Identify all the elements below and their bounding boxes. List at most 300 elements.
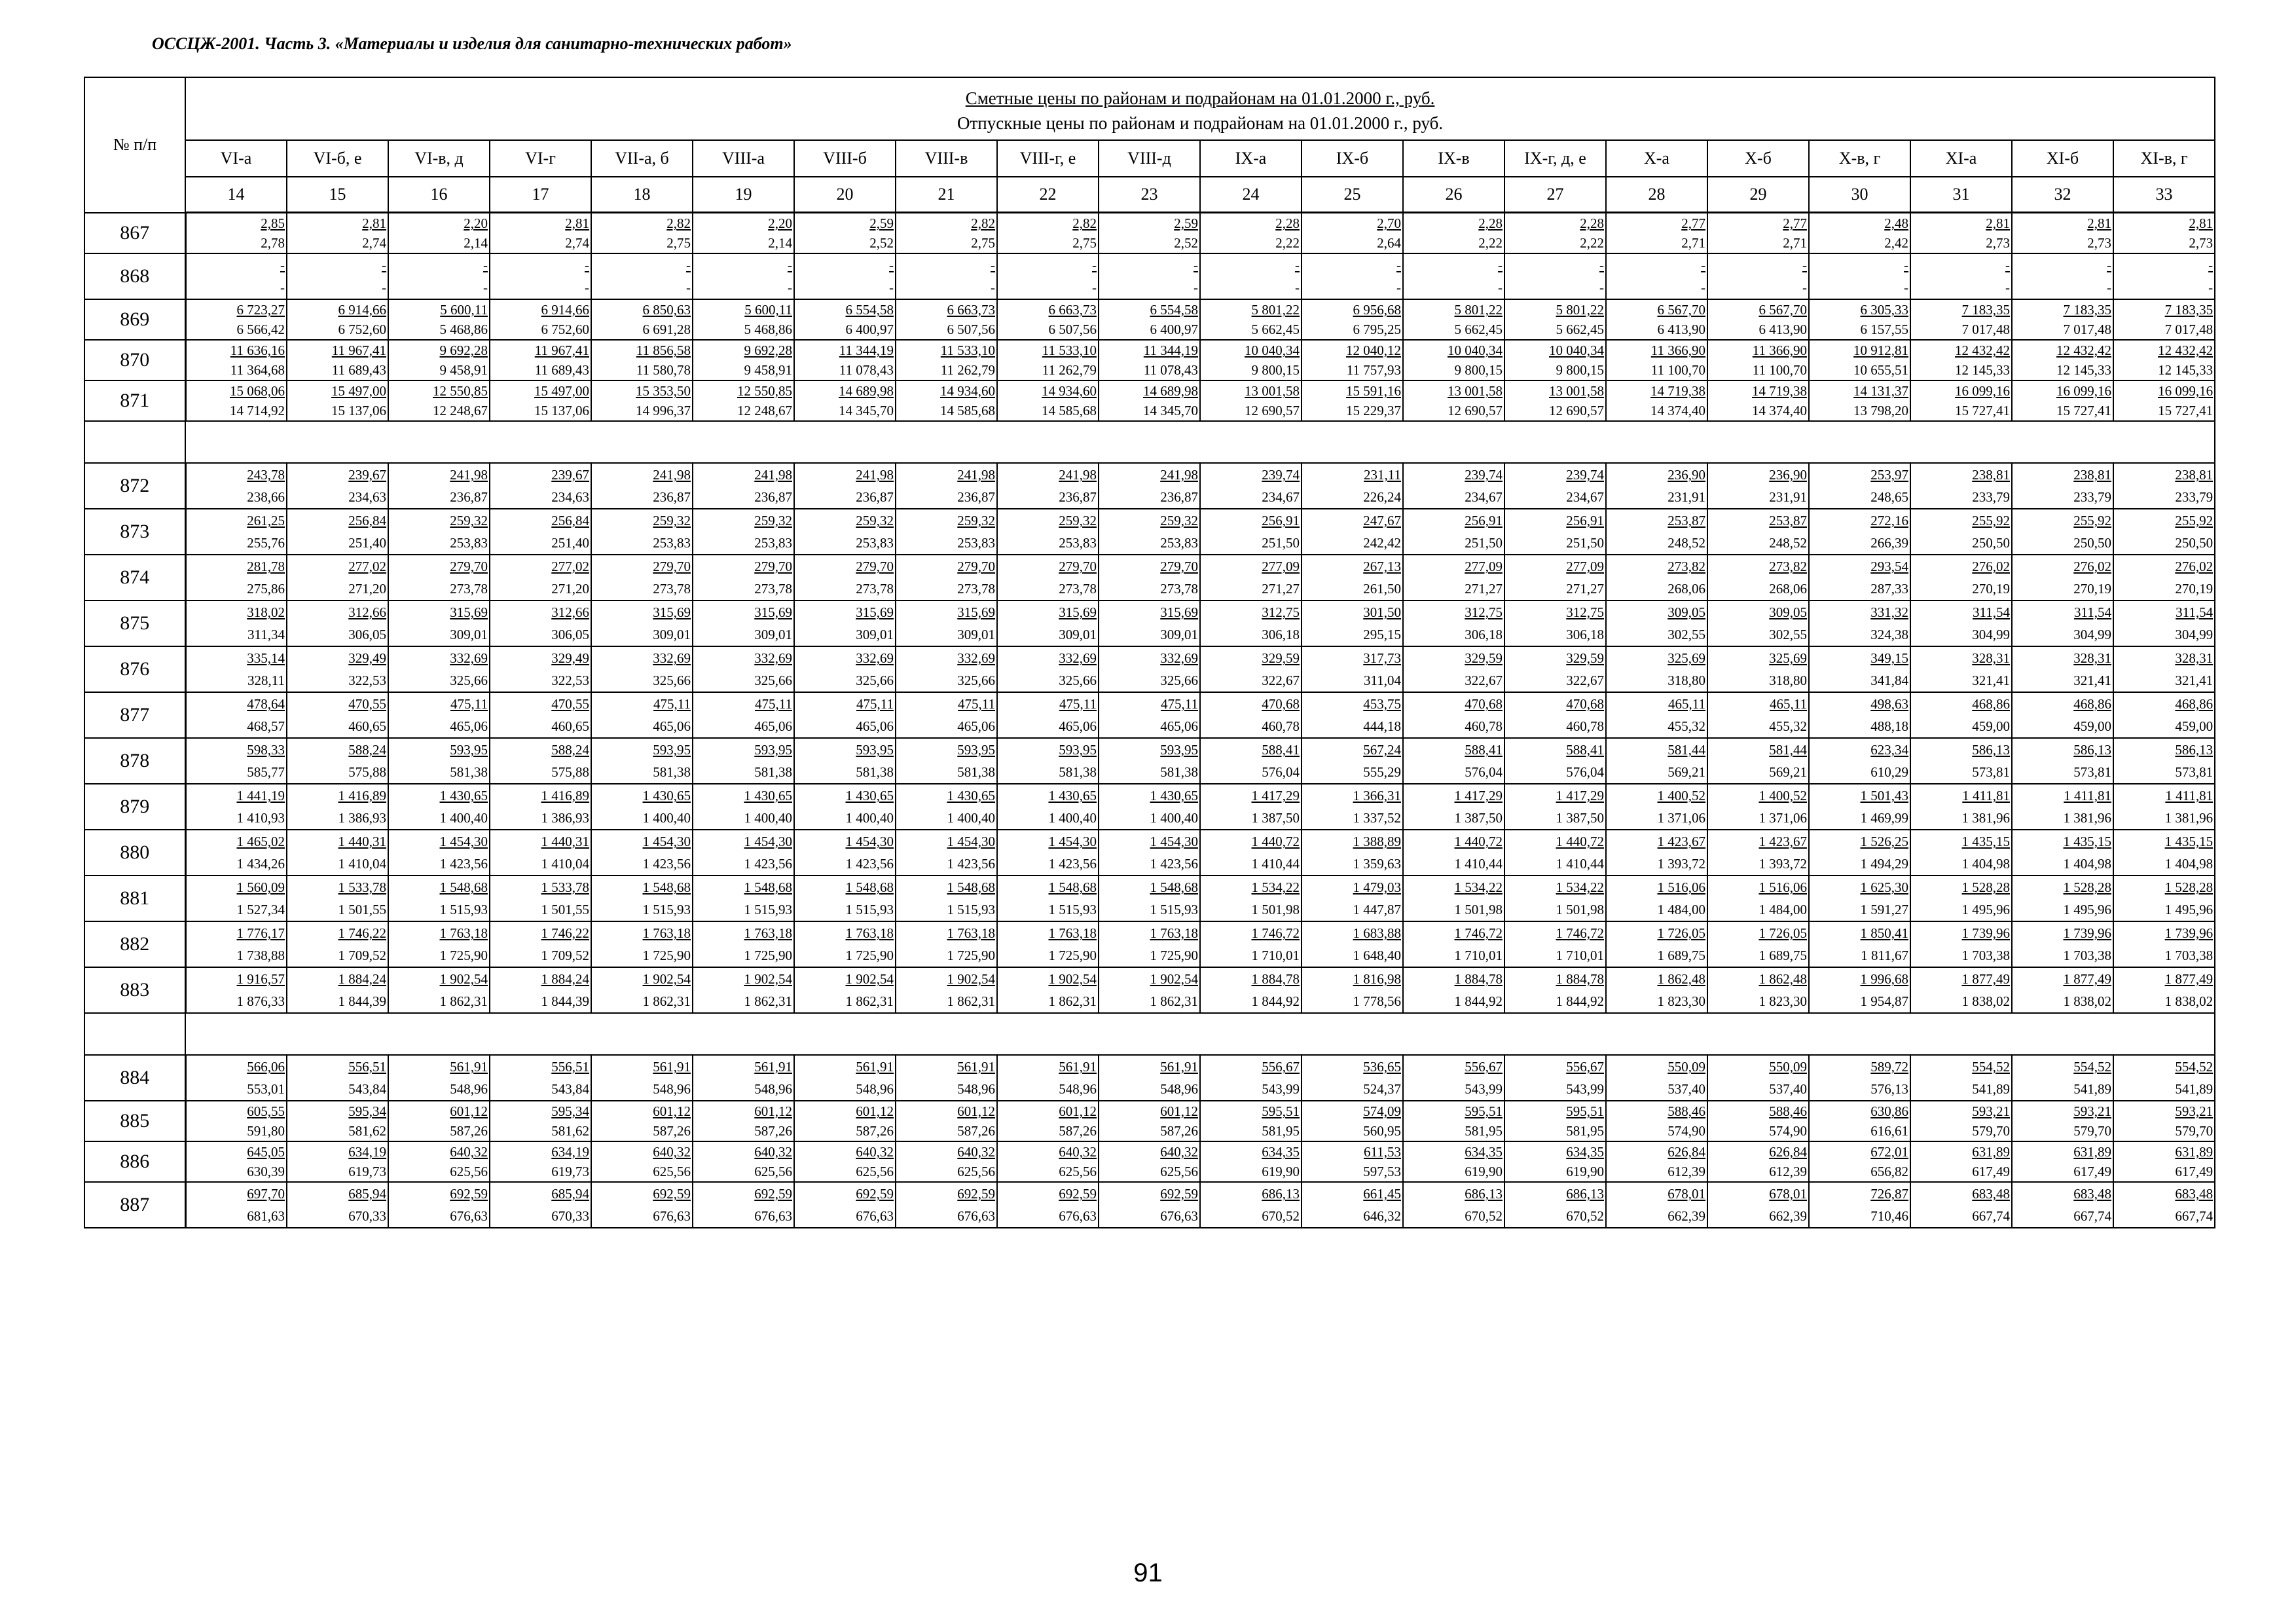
- price-cell: [1302, 555, 1403, 600]
- price-cell: [388, 876, 490, 921]
- release-price: 1 710,01: [1556, 948, 1604, 963]
- release-price: 459,00: [1972, 718, 2010, 734]
- release-price: 306,05: [551, 627, 589, 642]
- price-cell: [693, 692, 794, 738]
- price-cell: [693, 967, 794, 1013]
- price-cell: [1504, 646, 1606, 692]
- price-cell: [388, 253, 490, 299]
- release-price: 1 738,88: [236, 948, 285, 963]
- release-price: 253,83: [1059, 535, 1097, 551]
- release-price: 1 400,40: [845, 810, 894, 826]
- release-price: 1 515,93: [1150, 902, 1198, 917]
- price-cell: [1099, 340, 1200, 380]
- estimate-price: 261,25: [247, 513, 285, 528]
- document-title: ОССЦЖ-2001. Часть 3. «Материалы и изделия для санитарно-технических работ»: [152, 34, 792, 53]
- price-cell: [1606, 1055, 1707, 1101]
- price-cell: [1910, 1141, 2012, 1182]
- release-price: 581,95: [1262, 1123, 1300, 1139]
- price-cell: [1099, 830, 1200, 876]
- price-cell: [896, 646, 997, 692]
- region-header: XI-б: [2012, 140, 2113, 177]
- release-price: 311,04: [1364, 673, 1401, 688]
- region-header: VI-б, е: [287, 140, 388, 177]
- estimate-price: -: [483, 257, 488, 273]
- price-cell: [1707, 463, 1809, 509]
- estimate-price: 259,32: [450, 513, 488, 528]
- price-cell: [997, 692, 1099, 738]
- release-price: -: [2005, 280, 2010, 295]
- column-number: 22: [997, 177, 1099, 213]
- release-price: 560,95: [1363, 1123, 1401, 1139]
- column-number: 32: [2012, 177, 2113, 213]
- release-price: 1 515,93: [642, 902, 691, 917]
- estimate-price: -: [1599, 257, 1604, 273]
- release-price: 579,70: [2175, 1123, 2214, 1139]
- release-price: 1 862,31: [642, 993, 691, 1009]
- release-price: 253,83: [450, 535, 488, 551]
- release-price: 1 410,04: [541, 856, 589, 872]
- estimate-price: 277,09: [1262, 559, 1300, 574]
- price-cell: [287, 1101, 388, 1141]
- estimate-price: 1 440,31: [541, 834, 589, 849]
- estimate-price: 328,31: [2073, 650, 2111, 666]
- release-price: 548,96: [957, 1081, 995, 1097]
- estimate-price: 15 353,50: [636, 383, 691, 399]
- row-number: 869: [84, 299, 185, 340]
- estimate-price: 317,73: [1363, 650, 1401, 666]
- estimate-price: 238,81: [2073, 467, 2111, 483]
- estimate-price: 593,95: [653, 742, 691, 758]
- price-cell: [1809, 921, 1910, 967]
- estimate-price: 349,15: [1870, 650, 1908, 666]
- price-cell: [1809, 830, 1910, 876]
- estimate-price: 634,35: [1262, 1144, 1300, 1160]
- release-price: 1 400,40: [1150, 810, 1198, 826]
- estimate-price: 581,44: [1667, 742, 1705, 758]
- release-price: 14 345,70: [839, 403, 894, 418]
- estimate-price: 273,82: [1769, 559, 1807, 574]
- price-cell: [997, 380, 1099, 421]
- release-price: 11 580,78: [636, 362, 691, 378]
- region-header: XI-в, г: [2113, 140, 2215, 177]
- release-price: 236,87: [856, 489, 894, 505]
- estimate-price: -: [1498, 257, 1503, 273]
- release-price: 460,65: [348, 718, 386, 734]
- price-cell: [1504, 692, 1606, 738]
- price-cell: [1606, 509, 1707, 555]
- header-caption-row: [84, 77, 2215, 140]
- release-price: 1 423,56: [744, 856, 792, 872]
- row-number: 878: [84, 738, 185, 784]
- release-price: 1 515,93: [439, 902, 488, 917]
- estimate-price: 2,59: [1174, 215, 1198, 231]
- price-cell: [1707, 1055, 1809, 1101]
- price-cell: [1504, 340, 1606, 380]
- price-cell: [1200, 463, 1302, 509]
- estimate-price: 10 040,34: [1549, 342, 1604, 358]
- release-price: 12 145,33: [2158, 362, 2214, 378]
- estimate-price: 475,11: [856, 696, 894, 712]
- region-header: VIII-в: [896, 140, 997, 177]
- release-price: 1 648,40: [1353, 948, 1401, 963]
- column-number: 21: [896, 177, 997, 213]
- price-cell: [997, 784, 1099, 830]
- estimate-price: 259,32: [1059, 513, 1097, 528]
- price-cell: [287, 213, 388, 254]
- release-price: 325,66: [653, 673, 691, 688]
- estimate-price: 16 099,16: [2158, 383, 2214, 399]
- estimate-price: 588,41: [1262, 742, 1300, 758]
- price-cell: [1504, 555, 1606, 600]
- release-price: 581,38: [1059, 764, 1097, 780]
- price-cell: [1606, 340, 1707, 380]
- release-price: 1 689,75: [1758, 948, 1807, 963]
- price-cell: [490, 600, 591, 646]
- release-price: 1 423,56: [845, 856, 894, 872]
- price-cell: [1504, 921, 1606, 967]
- price-cell: [591, 463, 693, 509]
- release-price: 11 262,79: [1042, 362, 1097, 378]
- estimate-price: 2,81: [565, 215, 589, 231]
- price-cell: [1302, 1055, 1403, 1101]
- price-cell: [1809, 600, 1910, 646]
- price-cell: [1099, 600, 1200, 646]
- price-cell: [896, 692, 997, 738]
- price-cell: [1809, 738, 1910, 784]
- price-cell: [2012, 509, 2113, 555]
- release-price: 465,06: [1160, 718, 1198, 734]
- estimate-price: 601,12: [957, 1103, 995, 1119]
- estimate-price: 332,69: [754, 650, 792, 666]
- release-price: 251,50: [1566, 535, 1604, 551]
- table-row: [84, 1101, 2215, 1141]
- price-cell: [1809, 253, 1910, 299]
- estimate-price: 640,32: [1059, 1144, 1097, 1160]
- release-price: 581,38: [957, 764, 995, 780]
- estimate-price: 5 801,22: [1454, 302, 1503, 318]
- estimate-price: 634,35: [1566, 1144, 1604, 1160]
- release-price: 341,84: [1870, 673, 1908, 688]
- separator-cell: [84, 1013, 185, 1055]
- release-price: 573,81: [2073, 764, 2111, 780]
- price-cell: [388, 830, 490, 876]
- price-cell: [1099, 1101, 1200, 1141]
- estimate-price: 601,12: [754, 1103, 792, 1119]
- release-price: 253,83: [653, 535, 691, 551]
- release-price: 1 703,38: [2164, 948, 2214, 963]
- release-price: 14 374,40: [1650, 403, 1705, 418]
- estimate-price: 1 548,68: [1048, 879, 1097, 895]
- price-cell: [591, 380, 693, 421]
- estimate-price: 1 884,78: [1556, 971, 1604, 987]
- price-cell: [896, 509, 997, 555]
- estimate-price: -: [280, 257, 285, 273]
- release-price: 1 838,02: [1961, 993, 2010, 1009]
- price-cell: [1403, 509, 1504, 555]
- release-price: 1 862,31: [1150, 993, 1198, 1009]
- price-cell: [1606, 830, 1707, 876]
- price-cell: [2113, 692, 2215, 738]
- price-cell: [1707, 299, 1809, 340]
- price-cell: [1302, 967, 1403, 1013]
- estimate-price: 312,75: [1566, 604, 1604, 620]
- price-cell: [1504, 463, 1606, 509]
- release-price: 1 515,93: [845, 902, 894, 917]
- release-price: 1 484,00: [1657, 902, 1705, 917]
- price-cell: [2113, 830, 2215, 876]
- release-price: 587,26: [1160, 1123, 1198, 1139]
- table-row: [84, 299, 2215, 340]
- release-price: 322,53: [348, 673, 386, 688]
- price-cell: [1099, 380, 1200, 421]
- estimate-price: 2,20: [768, 215, 792, 231]
- release-price: 1 359,63: [1353, 856, 1401, 872]
- release-price: 318,80: [1667, 673, 1705, 688]
- price-cell: [997, 1101, 1099, 1141]
- estimate-price: 2,82: [666, 215, 691, 231]
- release-price: 271,27: [1262, 581, 1300, 597]
- estimate-price: 1 366,31: [1353, 788, 1401, 803]
- release-price: 231,91: [1769, 489, 1807, 505]
- price-cell: [1809, 1141, 1910, 1182]
- estimate-price: 634,35: [1465, 1144, 1503, 1160]
- estimate-price: 311,54: [1973, 604, 2010, 620]
- price-cell: [693, 784, 794, 830]
- estimate-price: 1 501,43: [1860, 788, 1908, 803]
- estimate-price: 692,59: [754, 1186, 792, 1202]
- estimate-price: 1 533,78: [338, 879, 386, 895]
- estimate-price: -: [1396, 257, 1401, 273]
- price-cell: [997, 299, 1099, 340]
- release-price: 587,26: [856, 1123, 894, 1139]
- price-cell: [2012, 646, 2113, 692]
- release-price: 1 862,31: [439, 993, 488, 1009]
- estimate-price: 325,69: [1769, 650, 1807, 666]
- release-price: 304,99: [2073, 627, 2111, 642]
- estimate-price: 335,14: [247, 650, 285, 666]
- release-price: 1 703,38: [1961, 948, 2010, 963]
- estimate-price: 12 550,85: [737, 383, 792, 399]
- price-cell: [2113, 921, 2215, 967]
- price-cell: [591, 692, 693, 738]
- price-cell: [2113, 1055, 2215, 1101]
- release-price: 619,90: [1566, 1164, 1604, 1179]
- release-price: -: [585, 280, 589, 295]
- release-price: 548,96: [653, 1081, 691, 1097]
- region-header: VI-г: [490, 140, 591, 177]
- estimate-price: 253,87: [1769, 513, 1807, 528]
- price-cell: [1099, 509, 1200, 555]
- estimate-price: 2,28: [1580, 215, 1604, 231]
- release-price: 587,26: [754, 1123, 792, 1139]
- estimate-price: 11 366,90: [1752, 342, 1807, 358]
- estimate-price: 631,89: [2175, 1144, 2214, 1160]
- price-cell: [1606, 555, 1707, 600]
- estimate-price: 1 763,18: [642, 925, 691, 941]
- region-header: VII-а, б: [591, 140, 693, 177]
- estimate-price: 1 430,65: [1048, 788, 1097, 803]
- release-price: 7 017,48: [1961, 322, 2010, 337]
- release-price: 7 017,48: [2164, 322, 2214, 337]
- estimate-price: 1 763,18: [744, 925, 792, 941]
- estimate-price: 311,54: [2074, 604, 2111, 620]
- price-cell: [388, 1101, 490, 1141]
- release-price: 2,75: [1072, 235, 1097, 251]
- estimate-price: 1 996,68: [1860, 971, 1908, 987]
- estimate-price: 1 739,96: [2063, 925, 2111, 941]
- price-cell: [2012, 463, 2113, 509]
- estimate-price: 556,67: [1465, 1059, 1503, 1075]
- price-cell: [591, 1055, 693, 1101]
- price-cell: [896, 600, 997, 646]
- price-table: [84, 77, 2215, 1228]
- estimate-price: 15 068,06: [230, 383, 285, 399]
- price-cell: [1707, 555, 1809, 600]
- estimate-price: 1 902,54: [845, 971, 894, 987]
- estimate-price: 1 877,49: [2063, 971, 2111, 987]
- estimate-price: 12 040,12: [1346, 342, 1401, 358]
- column-number: 30: [1809, 177, 1910, 213]
- estimate-price: 586,13: [1972, 742, 2010, 758]
- release-price: 548,96: [856, 1081, 894, 1097]
- release-price: 12 145,33: [1955, 362, 2010, 378]
- release-price: 236,87: [957, 489, 995, 505]
- estimate-price: 640,32: [754, 1144, 792, 1160]
- estimate-price: 470,68: [1566, 696, 1604, 712]
- release-price: 11 078,43: [839, 362, 894, 378]
- price-cell: [287, 1182, 388, 1228]
- estimate-price: 1 877,49: [2164, 971, 2214, 987]
- estimate-price: 1 776,17: [236, 925, 285, 941]
- estimate-price: 14 719,38: [1650, 383, 1705, 399]
- estimate-price: 272,16: [1870, 513, 1908, 528]
- price-cell: [591, 830, 693, 876]
- estimate-price: 1 746,22: [338, 925, 386, 941]
- price-cell: [794, 967, 896, 1013]
- column-number: 15: [287, 177, 388, 213]
- price-cell: [896, 1055, 997, 1101]
- release-price: 1 876,33: [236, 993, 285, 1009]
- estimate-price: 588,24: [551, 742, 589, 758]
- estimate-price: 301,50: [1363, 604, 1401, 620]
- release-price: -: [382, 280, 386, 295]
- release-price: 271,27: [1566, 581, 1604, 597]
- release-price: 324,38: [1870, 627, 1908, 642]
- release-price: -: [2107, 280, 2111, 295]
- release-price: 460,78: [1262, 718, 1300, 734]
- estimate-price: 259,32: [1160, 513, 1198, 528]
- estimate-price: 672,01: [1870, 1144, 1908, 1160]
- release-price: 1 725,90: [947, 948, 995, 963]
- price-cell: [1910, 463, 2012, 509]
- release-price: 248,52: [1769, 535, 1807, 551]
- release-price: 1 501,98: [1556, 902, 1604, 917]
- estimate-price: 2,28: [1275, 215, 1300, 231]
- estimate-price: 14 934,60: [1042, 383, 1097, 399]
- price-cell: [997, 213, 1099, 254]
- price-cell: [185, 646, 287, 692]
- release-price: 1 400,40: [439, 810, 488, 826]
- release-price: 11 757,93: [1346, 362, 1401, 378]
- price-cell: [1099, 1182, 1200, 1228]
- estimate-price: 556,51: [348, 1059, 386, 1075]
- release-price: 250,50: [1972, 535, 2010, 551]
- price-cell: [591, 509, 693, 555]
- release-price: 460,65: [551, 718, 589, 734]
- estimate-price: 1 416,89: [338, 788, 386, 803]
- release-price: 1 811,67: [1861, 948, 1908, 963]
- price-cell: [490, 1101, 591, 1141]
- row-number: 867: [84, 213, 185, 254]
- price-cell: [490, 784, 591, 830]
- estimate-price: 561,91: [856, 1059, 894, 1075]
- estimate-price: 15 497,00: [534, 383, 589, 399]
- estimate-price: 1 440,31: [338, 834, 386, 849]
- price-cell: [1606, 463, 1707, 509]
- estimate-price: 2,70: [1377, 215, 1401, 231]
- estimate-price: 686,13: [1566, 1186, 1604, 1202]
- release-price: 1 393,72: [1657, 856, 1705, 872]
- price-cell: [287, 921, 388, 967]
- release-price: 6 157,55: [1860, 322, 1908, 337]
- estimate-price: 634,19: [348, 1144, 386, 1160]
- price-cell: [1403, 253, 1504, 299]
- release-price: 236,87: [754, 489, 792, 505]
- table-row: [84, 1182, 2215, 1228]
- region-header: X-в, г: [1809, 140, 1910, 177]
- estimate-price: 726,87: [1870, 1186, 1908, 1202]
- price-cell: [1302, 738, 1403, 784]
- price-cell: [1504, 1055, 1606, 1101]
- price-cell: [2113, 967, 2215, 1013]
- price-cell: [287, 646, 388, 692]
- release-price: 1 404,98: [2063, 856, 2111, 872]
- estimate-price: 631,89: [2073, 1144, 2111, 1160]
- release-price: 646,32: [1363, 1208, 1401, 1224]
- price-cell: [1504, 967, 1606, 1013]
- release-price: 2,52: [1174, 235, 1198, 251]
- price-cell: [1606, 646, 1707, 692]
- release-price: 581,62: [348, 1123, 386, 1139]
- release-price: 2,22: [1478, 235, 1503, 251]
- price-cell: [1504, 1141, 1606, 1182]
- estimate-price: 601,12: [450, 1103, 488, 1119]
- release-price: 537,40: [1667, 1081, 1705, 1097]
- region-header-row: [84, 140, 2215, 177]
- release-price: 1 501,98: [1251, 902, 1300, 917]
- release-price: 251,40: [551, 535, 589, 551]
- price-cell: [490, 1182, 591, 1228]
- region-header: VI-а: [185, 140, 287, 177]
- release-price: 619,90: [1465, 1164, 1503, 1179]
- price-cell: [388, 646, 490, 692]
- price-cell: [1910, 340, 2012, 380]
- estimate-price: 1 763,18: [1150, 925, 1198, 941]
- estimate-price: 478,64: [247, 696, 285, 712]
- price-cell: [1302, 463, 1403, 509]
- row-number-header: № п/п: [84, 77, 185, 213]
- estimate-price: 692,59: [1160, 1186, 1198, 1202]
- price-cell: [287, 692, 388, 738]
- estimate-price: 312,66: [348, 604, 386, 620]
- estimate-price: 239,74: [1465, 467, 1503, 483]
- row-number: 872: [84, 463, 185, 509]
- estimate-price: 315,69: [1059, 604, 1097, 620]
- release-price: 1 862,31: [1048, 993, 1097, 1009]
- estimate-price: 2,59: [869, 215, 894, 231]
- row-number: 886: [84, 1141, 185, 1182]
- estimate-price: 267,13: [1363, 559, 1401, 574]
